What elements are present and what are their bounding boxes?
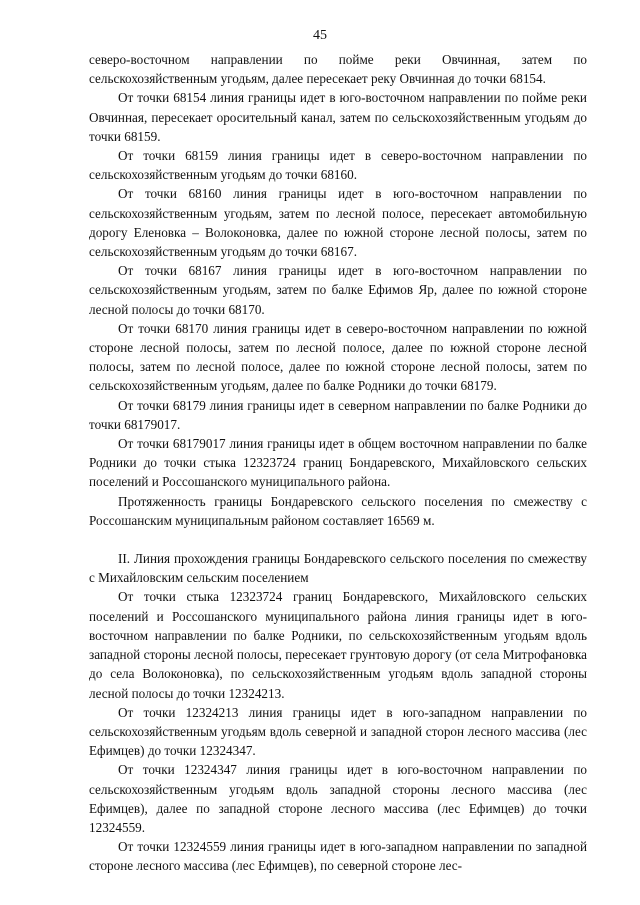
paragraph: От точки стыка 12323724 границ Бондаревского, Михайловского сельских поселений и Россошанского муниципального района линия границы идет в юго-восточном направлении по балке Родники, по сельскохозяйственным угодьям вдоль западной стороны лесной полосы, пересекает грунтовую дорогу (от села Митрофановка до села Волоконовка), по сельскохозяйственным угодьям вдоль западной стороны лесной полосы до точки 12324213. xyxy=(89,589,587,701)
paragraph: От точки 12324347 линия границы идет в юго-восточном направлении по сельскохозяйственным угодьям вдоль западной стороны лесного массива (лес Ефимцев), далее по западной стороне лесного массива (лес Ефимцев) до точки 12324559. xyxy=(89,762,587,835)
page-number: 45 xyxy=(313,28,327,43)
paragraph: Протяженность границы Бондаревского сельского поселения по смежеству с Россошанским муниципальным районом составляет 16569 м. xyxy=(89,493,587,528)
paragraph: От точки 68179017 линия границы идет в общем восточном направлении по балке Родники до точки стыка 12323724 границ Бондаревского, Михайловского сельских поселений и Россошанского муниципального района. xyxy=(89,436,587,490)
paragraph: От точки 68154 линия границы идет в юго-восточном направлении по пойме реки Овчинная, пересекает оросительный канал, затем по сельскохозяйственным угодьям до точки 68159. xyxy=(89,90,587,144)
paragraph: От точки 68160 линия границы идет в юго-восточном направлении по сельскохозяйственным угодьям, затем по лесной полосе, пересекает автомобильную дорогу Еленовка – Волоконовка, далее по южной стороне лесной полосы, затем по сельскохозяйственным угодьям до точки 68167. xyxy=(89,186,587,260)
paragraph: От точки 12324213 линия границы идет в юго-западном направлении по сельскохозяйственным угодьям вдоль северной и западной сторон лесного массива (лес Ефимцев) до точки 12324347. xyxy=(89,704,587,759)
paragraph: От точки 68179 линия границы идет в северном направлении по балке Родники до точки 68179017. xyxy=(89,397,587,432)
paragraph: От точки 68167 линия границы идет в юго-восточном направлении по сельскохозяйственным угодьям, затем по балке Ефимов Яр, далее по южной стороне лесной полосы до точки 68170. xyxy=(89,263,587,317)
paragraph: От точки 12324559 линия границы идет в юго-западном направлении по западной стороне лесного массива (лес Ефимцев), по северной стороне лес- xyxy=(89,839,587,874)
paragraph: северо-восточном направлении по пойме реки Овчинная, затем по сельскохозяйственным угодьям, далее пересекает реку Овчинная до точки 68154. xyxy=(89,52,587,87)
section-spacer xyxy=(89,530,587,549)
paragraph: От точки 68159 линия границы идет в северо-восточном направлении по сельскохозяйственным угодьям до точки 68160. xyxy=(89,148,587,183)
document-body xyxy=(89,50,587,876)
section-heading: II. Линия прохождения границы Бондаревского сельского поселения по смежеству с Михайловским сельским поселением xyxy=(89,551,587,586)
paragraph: От точки 68170 линия границы идет в северо-восточном направлении по южной стороне лесной полосы, затем по лесной полосе, далее по южной стороне лесной полосы, затем по лесной полосе, далее по южной стороне лесной полосы, затем по сельскохозяйственным угодьям, далее по балке Родники до точки 68179. xyxy=(89,320,587,394)
